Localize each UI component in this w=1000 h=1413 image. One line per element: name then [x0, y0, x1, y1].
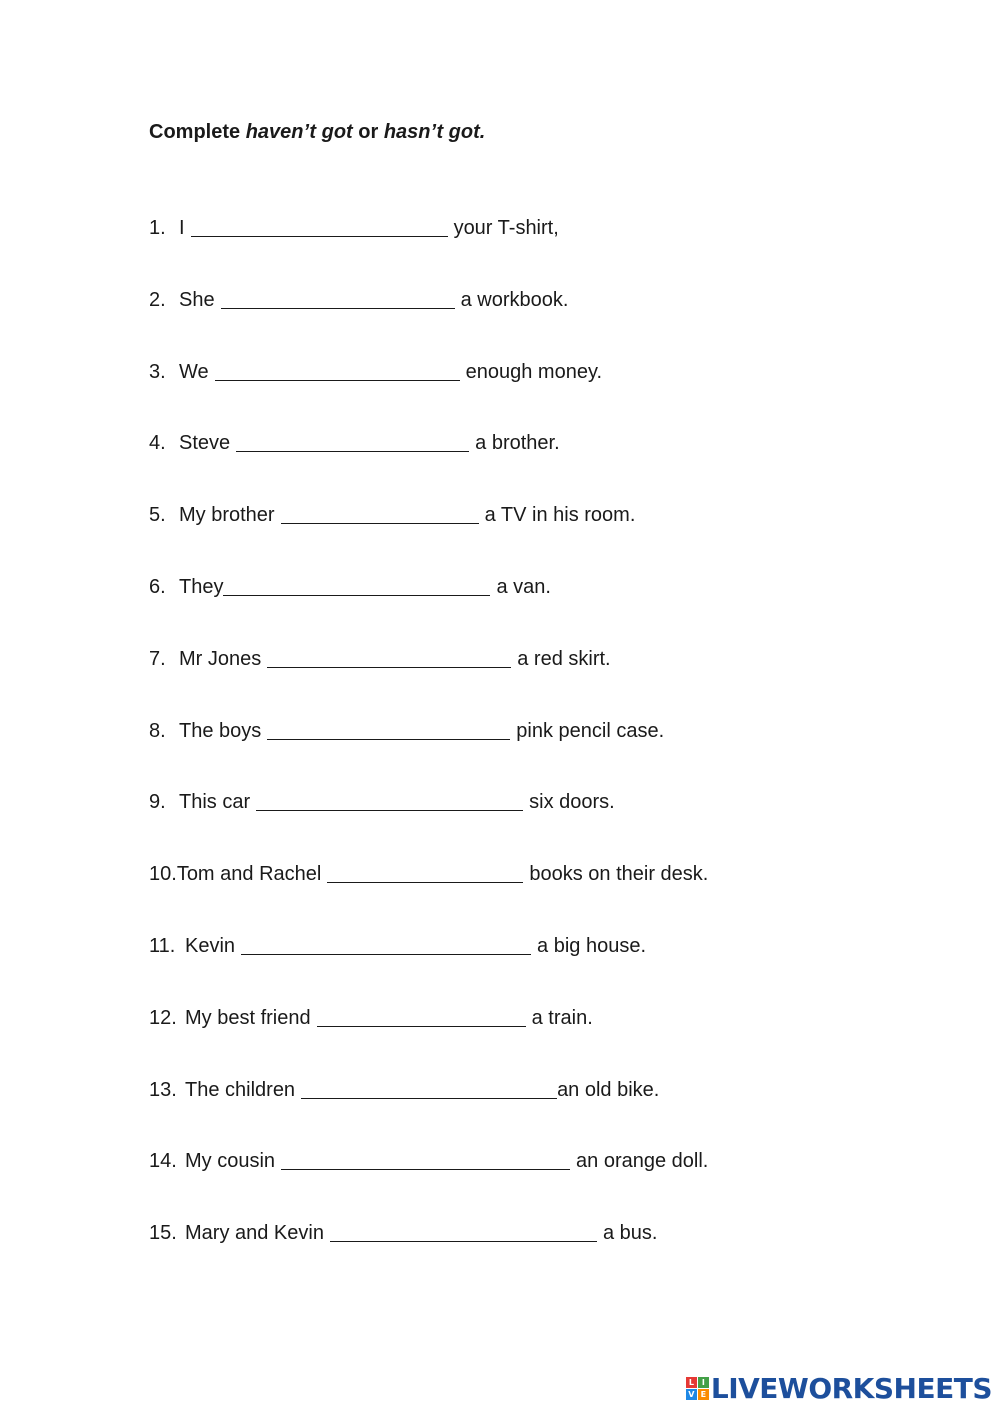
exercise-item [149, 788, 708, 860]
item-ending: six doors. [529, 791, 615, 814]
item-subject: Mr Jones [179, 647, 262, 670]
exercise-item [149, 573, 708, 645]
exercise-item [149, 645, 708, 717]
answer-blank-9[interactable] [256, 788, 523, 811]
item-number: 6. [149, 575, 166, 598]
answer-blank-7[interactable] [267, 645, 511, 668]
item-subject: My brother [179, 504, 275, 527]
liveworksheets-logo-icon [686, 1377, 709, 1400]
exercise-item [149, 1219, 708, 1291]
item-subject: My cousin [185, 1150, 276, 1173]
instruction-option-havent-got: haven’t got [245, 121, 353, 143]
exercise-item [149, 1147, 708, 1219]
liveworksheets-brand[interactable] [686, 1372, 992, 1405]
logo-letter: E [698, 1389, 709, 1400]
item-subject: We [179, 360, 209, 383]
answer-blank-5[interactable] [281, 501, 479, 524]
item-number: 4. [149, 432, 166, 455]
item-subject: This car [179, 791, 251, 814]
exercise-item [149, 717, 708, 789]
item-ending: a workbook. [460, 288, 569, 311]
answer-blank-1[interactable] [191, 214, 448, 237]
exercise-item [149, 501, 708, 573]
item-ending: a train. [531, 1006, 593, 1029]
answer-blank-15[interactable] [330, 1219, 597, 1242]
item-subject: Tom and Rachel [176, 863, 322, 886]
item-number: 1. [149, 217, 166, 239]
item-ending: a big house. [537, 934, 647, 957]
item-number: 3. [149, 360, 166, 383]
item-number: 5. [149, 504, 166, 527]
exercise-item [149, 358, 708, 430]
logo-letter: I [698, 1377, 709, 1388]
item-subject: The children [185, 1078, 296, 1101]
logo-letter: V [686, 1389, 697, 1400]
exercise-list [149, 214, 708, 1291]
item-ending: a bus. [602, 1222, 658, 1245]
answer-blank-11[interactable] [241, 932, 531, 955]
item-subject: She [179, 288, 215, 311]
brand-name: LIVEWORKSHEETS [710, 1372, 992, 1405]
answer-blank-6[interactable] [223, 573, 490, 596]
exercise-item [149, 860, 708, 932]
item-subject: Mary and Kevin [185, 1222, 324, 1245]
exercise-item [149, 932, 708, 1004]
instruction-middle: or [352, 121, 384, 143]
answer-blank-4[interactable] [236, 429, 469, 452]
answer-blank-8[interactable] [267, 717, 510, 740]
item-subject: My best friend [185, 1006, 311, 1029]
item-ending: pink pencil case. [516, 719, 665, 742]
item-ending: an old bike. [557, 1078, 660, 1101]
item-subject: They [179, 575, 224, 598]
item-ending: your T-shirt, [453, 217, 559, 239]
exercise-item [149, 214, 708, 286]
answer-blank-2[interactable] [221, 286, 455, 309]
item-subject: I [179, 217, 185, 239]
item-ending: enough money. [465, 360, 603, 383]
answer-blank-3[interactable] [215, 358, 460, 381]
item-subject: Steve [179, 432, 231, 455]
item-ending: a van. [496, 575, 551, 598]
item-number: 13. [149, 1078, 177, 1101]
instruction-prefix: Complete [149, 121, 246, 143]
item-ending: a TV in his room. [484, 504, 636, 527]
item-number: 12. [149, 1006, 177, 1029]
item-ending: a brother. [475, 432, 560, 455]
item-number: 11. [149, 934, 176, 957]
item-subject: The boys [179, 719, 262, 742]
item-number: 15. [149, 1222, 177, 1245]
answer-blank-13[interactable] [301, 1076, 557, 1099]
item-ending: a red skirt. [517, 647, 611, 670]
answer-blank-12[interactable] [317, 1004, 526, 1027]
exercise-item [149, 286, 708, 358]
item-ending: books on their desk. [529, 863, 709, 886]
item-number: 2. [149, 288, 166, 311]
item-subject: Kevin [185, 934, 236, 957]
answer-blank-14[interactable] [281, 1147, 570, 1170]
item-number: 14. [149, 1150, 177, 1173]
answer-blank-10[interactable] [327, 860, 523, 883]
instruction-option-hasnt-got: hasn’t got. [383, 121, 486, 143]
item-ending: an orange doll. [576, 1150, 709, 1173]
item-number: 8. [149, 719, 166, 742]
exercise-item [149, 429, 708, 501]
logo-letter: L [686, 1377, 697, 1388]
item-number: 9. [149, 791, 166, 814]
item-number: 10. [149, 863, 177, 886]
exercise-item [149, 1076, 708, 1148]
item-number: 7. [149, 647, 166, 670]
exercise-item [149, 1004, 708, 1076]
instruction-heading [149, 121, 485, 144]
